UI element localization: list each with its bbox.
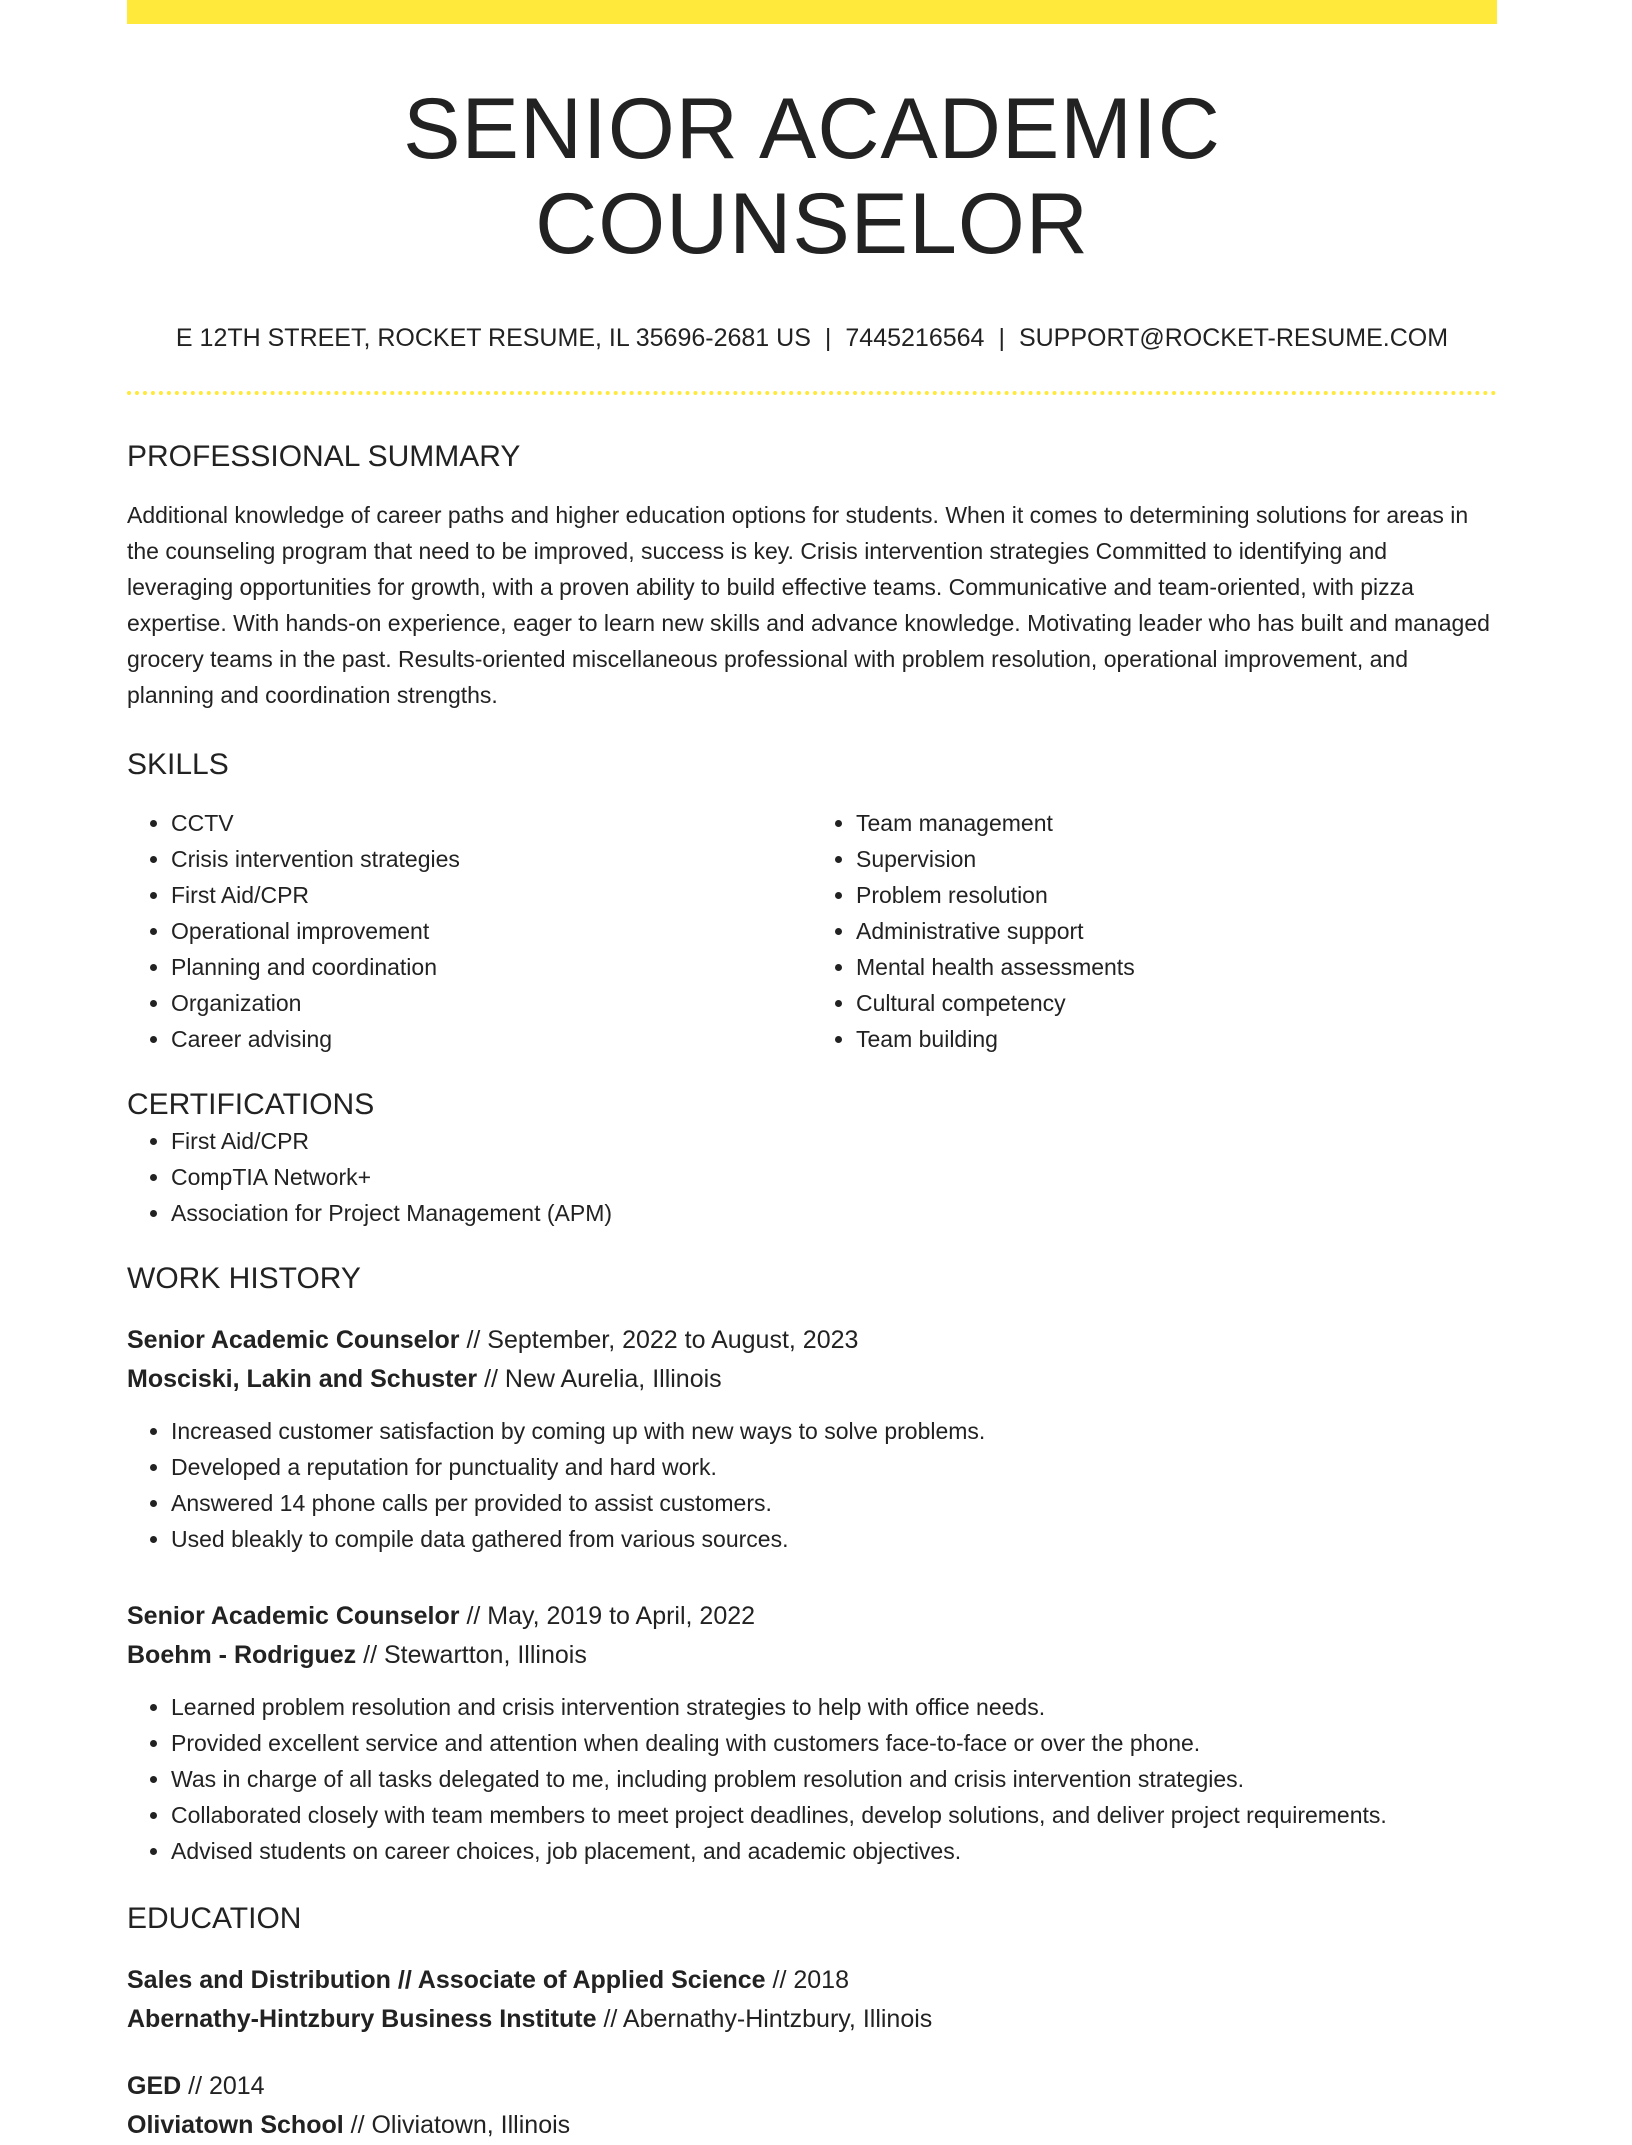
skills-columns: [127, 805, 1497, 1057]
job-location: // New Aurelia, Illinois: [477, 1365, 722, 1394]
job-entry: [127, 1321, 1497, 1557]
job-bullet: • Collaborated closely with team members to meet project deadlines, develop solutions, and deliver project requirements.: [171, 1797, 1497, 1833]
certifications-list: [127, 1123, 1497, 1231]
job-dates: // May, 2019 to April, 2022: [459, 1602, 756, 1631]
page-title: SENIOR ACADEMIC COUNSELOR: [403, 81, 1221, 272]
school-location: // Oliviatown, Illinois: [343, 2111, 571, 2140]
phone: 7445216564: [845, 324, 985, 353]
education-entry: [127, 1961, 1497, 2039]
job-title: Senior Academic Counselor: [127, 1326, 460, 1355]
certification-item: • First Aid/CPR: [171, 1123, 1497, 1159]
school: Abernathy-Hintzbury Business Institute: [127, 2005, 597, 2034]
skill-item: • First Aid/CPR: [171, 877, 812, 913]
skill-item: • Supervision: [856, 841, 1497, 877]
address: E 12TH STREET, ROCKET RESUME, IL 35696-2681 US: [175, 324, 811, 353]
skill-item: • Career advising: [171, 1021, 812, 1057]
summary-heading: PROFESSIONAL SUMMARY: [127, 440, 521, 474]
email: SUPPORT@ROCKET-RESUME.COM: [1018, 324, 1449, 353]
job-company-line: [127, 1360, 1497, 1399]
job-title-line: [127, 1597, 1497, 1636]
job-bullet: • Provided excellent service and attention when dealing with customers face-to-face or over the phone.: [171, 1725, 1497, 1761]
education-entry: [127, 2067, 1497, 2145]
certification-item: • Association for Project Management (APM): [171, 1195, 1497, 1231]
job-dates: // September, 2022 to August, 2023: [459, 1326, 859, 1355]
separator: |: [824, 324, 832, 353]
certifications-heading: CERTIFICATIONS: [127, 1088, 375, 1122]
certification-item: • CompTIA Network+: [171, 1159, 1497, 1195]
skill-item: • Mental health assessments: [856, 949, 1497, 985]
skills-list-right: [812, 805, 1497, 1057]
education-heading: EDUCATION: [127, 1902, 302, 1936]
job-bullet: • Learned problem resolution and crisis intervention strategies to help with office needs.: [171, 1689, 1497, 1725]
skills-list-left: [127, 805, 812, 1057]
separator: |: [998, 324, 1005, 353]
job-bullet: • Answered 14 phone calls per provided to assist customers.: [171, 1485, 1497, 1521]
skill-item: • Crisis intervention strategies: [171, 841, 812, 877]
school-line: [127, 2106, 1497, 2145]
job-company: Boehm - Rodriguez: [127, 1641, 357, 1670]
accent-top-bar: [127, 0, 1497, 24]
skill-item: • Administrative support: [856, 913, 1497, 949]
graduation-year: // 2018: [765, 1966, 849, 1995]
job-company: Mosciski, Lakin and Schuster: [127, 1365, 478, 1394]
graduation-year: // 2014: [181, 2072, 265, 2101]
job-bullet: • Used bleakly to compile data gathered from various sources.: [171, 1521, 1497, 1557]
skill-item: • Problem resolution: [856, 877, 1497, 913]
skill-item: • CCTV: [171, 805, 812, 841]
contact-line: [127, 323, 1497, 353]
job-entry: [127, 1597, 1497, 1869]
skill-item: • Cultural competency: [856, 985, 1497, 1021]
skills-heading: SKILLS: [127, 748, 229, 782]
work-history-heading: WORK HISTORY: [127, 1262, 361, 1296]
skill-item: • Operational improvement: [171, 913, 812, 949]
school: Oliviatown School: [127, 2111, 344, 2140]
resume-page: [127, 0, 1497, 2145]
job-bullets: [127, 1413, 1497, 1557]
skill-item: • Team management: [856, 805, 1497, 841]
job-bullet: • Was in charge of all tasks delegated to me, including problem resolution and crisis intervention strategies.: [171, 1761, 1497, 1797]
job-title-line: [127, 1321, 1497, 1360]
job-location: // Stewartton, Illinois: [356, 1641, 587, 1670]
job-bullets: [127, 1689, 1497, 1869]
skill-item: • Organization: [171, 985, 812, 1021]
job-company-line: [127, 1636, 1497, 1675]
school-line: [127, 2000, 1497, 2039]
job-title: Senior Academic Counselor: [127, 1602, 460, 1631]
school-location: // Abernathy-Hintzbury, Illinois: [596, 2005, 933, 2034]
degree: GED: [127, 2072, 182, 2101]
degree-line: [127, 1961, 1497, 2000]
degree: Sales and Distribution // Associate of Applied Science: [127, 1966, 766, 1995]
skill-item: • Planning and coordination: [171, 949, 812, 985]
dotted-divider: [127, 391, 1497, 395]
skill-item: • Team building: [856, 1021, 1497, 1057]
job-bullet: • Advised students on career choices, job placement, and academic objectives.: [171, 1833, 1497, 1869]
job-bullet: • Increased customer satisfaction by coming up with new ways to solve problems.: [171, 1413, 1497, 1449]
degree-line: [127, 2067, 1497, 2106]
summary-text: Additional knowledge of career paths and higher education options for students. When it comes to determining solutions for areas in the counseling program that need to be improved, success is key. Crisis intervention strategies Committed to identifying and leveraging opportunities for growth, with a proven ability to build effective teams. Communicative and team-oriented, with pizza expertise. With hands-on experience, eager to learn new skills and advance knowledge. Motivating leader who has built and managed grocery teams in the past. Results-oriented miscellaneous professional with problem resolution, operational improvement, and planning and coordination strengths.: [127, 502, 1490, 709]
job-bullet: • Developed a reputation for punctuality and hard work.: [171, 1449, 1497, 1485]
